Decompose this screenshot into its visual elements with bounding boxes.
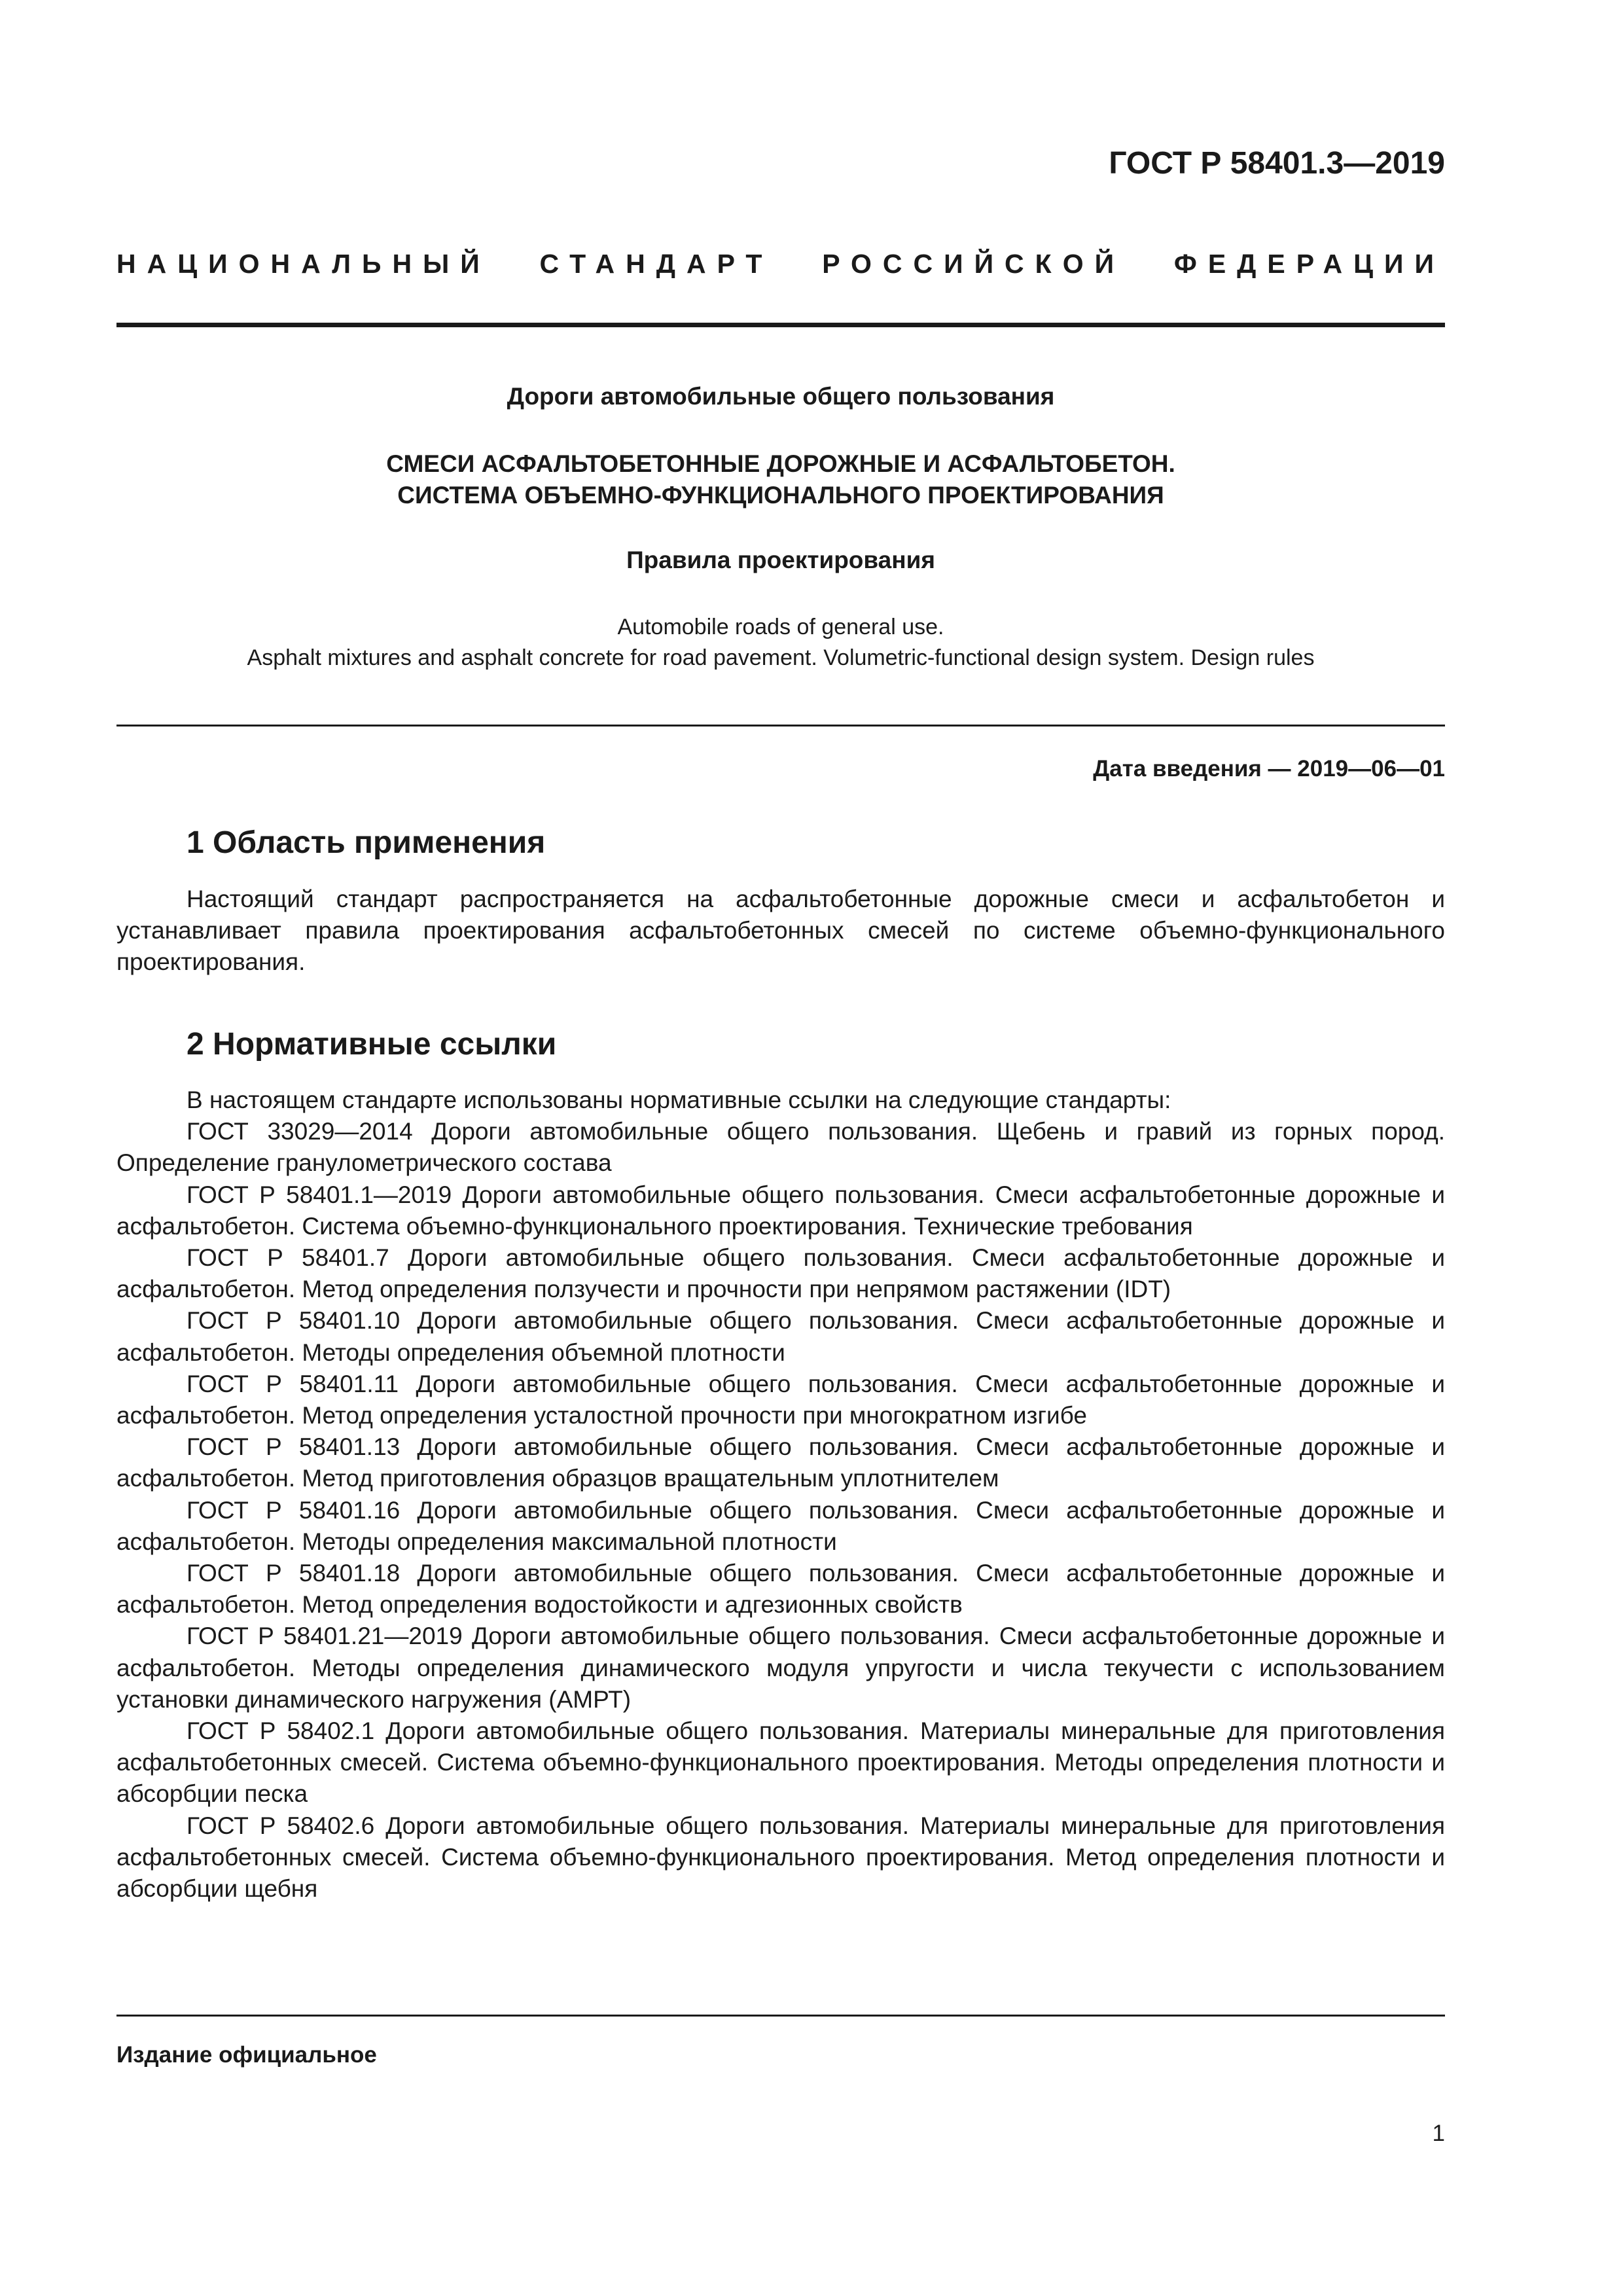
reference-item: ГОСТ Р 58401.18 Дороги автомобильные общего пользования. Смеси асфальтобетонные дорожные и асфальтобетон. Метод определения водостойкости и адгезионных свойств xyxy=(116,1560,1445,1619)
section-heading: 1 Область применения xyxy=(187,825,546,860)
official-edition-label: Издание официальное xyxy=(116,2042,377,2068)
reference-item: ГОСТ Р 58401.1—2019 Дороги автомобильные общего пользования. Смеси асфальтобетонные дорожные и асфальтобетон. Система объемно-функционального проектирования. Технические требования xyxy=(116,1181,1445,1240)
paragraph: В настоящем стандарте использованы нормативные ссылки на следующие стандарты: xyxy=(187,1086,1171,1113)
section-1-body xyxy=(116,884,1445,978)
rules-title: Правила проектирования xyxy=(626,547,935,573)
national-standard-heading xyxy=(116,249,1445,279)
introduction-date: Дата введения — 2019—06—01 xyxy=(1093,756,1445,781)
reference-item: ГОСТ 33029—2014 Дороги автомобильные общего пользования. Щебень и гравий из горных пород. Определение гранулометрического состава xyxy=(116,1118,1445,1177)
reference-item: ГОСТ Р 58401.13 Дороги автомобильные общего пользования. Смеси асфальтобетонные дорожные и асфальтобетон. Метод приготовления образцов вращательным уплотнителем xyxy=(116,1433,1445,1492)
national-standard-word: СТАНДАРТ xyxy=(539,249,774,279)
standard-code: ГОСТ Р 58401.3—2019 xyxy=(1109,146,1445,181)
document-title-line: СИСТЕМА ОБЪЕМНО-ФУНКЦИОНАЛЬНОГО ПРОЕКТИРОВАНИЯ xyxy=(397,482,1164,509)
reference-item: ГОСТ Р 58401.11 Дороги автомобильные общего пользования. Смеси асфальтобетонные дорожные и асфальтобетон. Метод определения усталостной прочности при многократном изгибе xyxy=(116,1370,1445,1429)
national-standard-word: ФЕДЕРАЦИИ xyxy=(1173,249,1445,279)
reference-item: ГОСТ Р 58401.7 Дороги автомобильные общего пользования. Смеси асфальтобетонные дорожные и асфальтобетон. Метод определения ползучести и прочности при непрямом растяжении (IDT) xyxy=(116,1244,1445,1303)
section-2-body xyxy=(116,1085,1445,1905)
footer-divider xyxy=(116,2015,1445,2017)
reference-item: ГОСТ Р 58402.1 Дороги автомобильные общего пользования. Материалы минеральные для приготовления асфальтобетонных смесей. Система объемно-функционального проектирования. Методы определения плотности и абсорбции песка xyxy=(116,1717,1445,1808)
header-divider xyxy=(116,323,1445,327)
paragraph: Настоящий стандарт распространяется на асфальтобетонные дорожные смеси и асфальтобетон и устанавливает правила проектирования асфальтобетонных смесей по системе объемно-функционального проектирования. xyxy=(116,886,1445,976)
english-title xyxy=(116,612,1445,673)
reference-item: ГОСТ Р 58401.16 Дороги автомобильные общего пользования. Смеси асфальтобетонные дорожные и асфальтобетон. Методы определения максимальной плотности xyxy=(116,1496,1445,1555)
english-title-line: Automobile roads of general use. xyxy=(617,615,944,639)
title-divider xyxy=(116,725,1445,726)
english-title-line: Asphalt mixtures and asphalt concrete for road pavement. Volumetric-functional design system. Design rules xyxy=(247,645,1315,670)
national-standard-word: НАЦИОНАЛЬНЫЙ xyxy=(116,249,491,279)
page-number: 1 xyxy=(1432,2121,1445,2146)
document-title-line: СМЕСИ АСФАЛЬТОБЕТОННЫЕ ДОРОЖНЫЕ И АСФАЛЬТОБЕТОН. xyxy=(386,450,1175,477)
reference-item: ГОСТ Р 58401.10 Дороги автомобильные общего пользования. Смеси асфальтобетонные дорожные и асфальтобетон. Методы определения объемной плотности xyxy=(116,1307,1445,1366)
document-subtitle: Дороги автомобильные общего пользования xyxy=(507,383,1055,410)
reference-item: ГОСТ Р 58401.21—2019 Дороги автомобильные общего пользования. Смеси асфальтобетонные дорожные и асфальтобетон. Методы определения динамического модуля упругости и числа текучести с использованием установки динамического нагружения (АМРТ) xyxy=(116,1623,1445,1713)
national-standard-word: РОССИЙСКОЙ xyxy=(822,249,1126,279)
reference-item: ГОСТ Р 58402.6 Дороги автомобильные общего пользования. Материалы минеральные для приготовления асфальтобетонных смесей. Система объемно-функционального проектирования. Метод определения плотности и абсорбции щебня xyxy=(116,1812,1445,1903)
document-title xyxy=(116,448,1445,511)
section-heading: 2 Нормативные ссылки xyxy=(187,1027,557,1062)
